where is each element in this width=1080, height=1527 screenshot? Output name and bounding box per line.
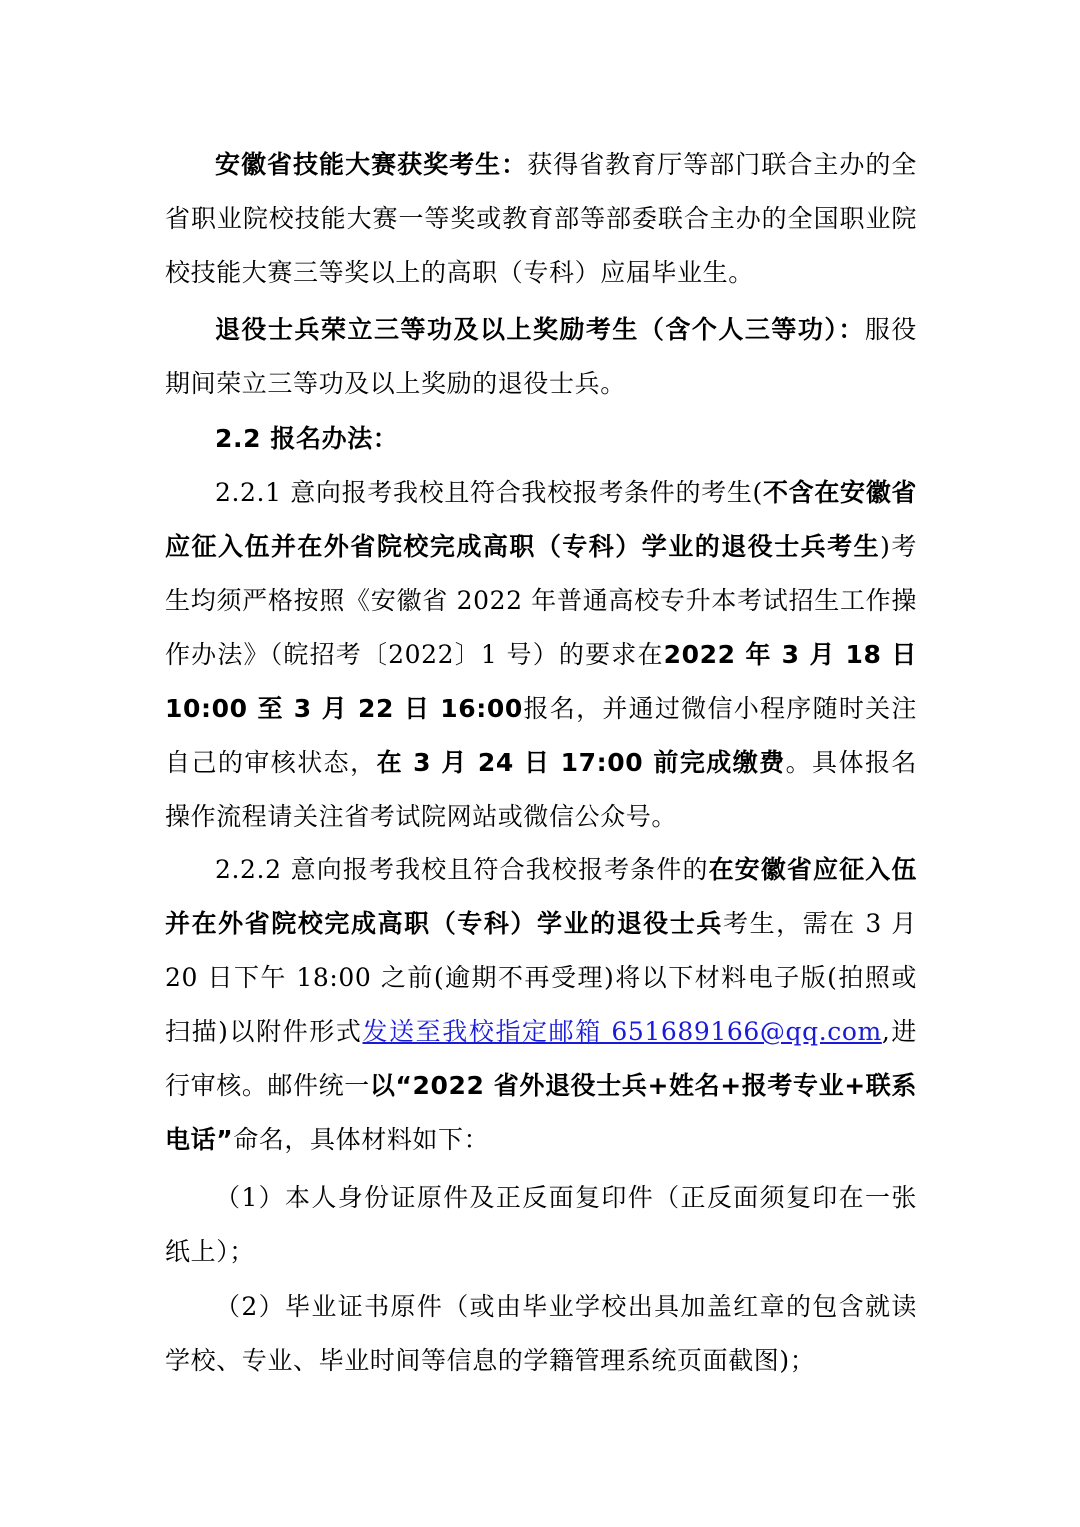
p221-text-1: 2.2.1 意向报考我校且符合我校报考条件的考生( <box>215 478 763 507</box>
p221-bold-registration-period: 2022 年 3 月 18 日 10:00 至 3 月 22 日 16:00 <box>165 640 917 723</box>
paragraph-veteran-merit <box>165 303 917 411</box>
id-card-text: （1）本人身份证原件及正反面复印件（正反面须复印在一张纸上）； <box>165 1183 917 1266</box>
paragraph-skills-contest <box>165 138 917 300</box>
p221-bold-payment-deadline: 在 3 月 24 日 17:00 前完成缴费 <box>376 748 786 777</box>
p222-text-4: 命名，具体材料如下： <box>233 1125 490 1154</box>
paragraph-2-2-2 <box>165 843 917 1167</box>
p222-bold-email-subject: 以“2022 省外退役士兵+姓名+报考专业+联系电话” <box>165 1071 917 1154</box>
diploma-text: （2）毕业证书原件（或由毕业学校出具加盖红章的包含就读学校、专业、毕业时间等信息的学籍管理系统页面截图)； <box>165 1292 917 1375</box>
veteran-merit-text: 服役期间荣立三等功及以上奖励的退役士兵。 <box>165 315 917 398</box>
p222-text-2: 考生，需在 3 月 20 日下午 18:00 之前(逾期不再受理)将以下材料电子版(拍照或扫描)以附件形式 <box>165 909 917 1046</box>
registration-heading: 2.2 报名办法： <box>215 424 399 453</box>
list-item-diploma <box>165 1280 917 1388</box>
p221-text-4: 。具体报名操作流程请关注省考试院网站或微信公众号。 <box>165 748 917 831</box>
email-link[interactable]: 发送至我校指定邮箱 651689166@qq.com <box>362 1017 882 1046</box>
p221-text-2: )考生均须严格按照《安徽省 2022 年普通高校专升本考试招生工作操作办法》（皖招考〔2022〕1 号）的要求在 <box>165 532 917 669</box>
p222-text-3: ,进行审核。邮件统一 <box>165 1017 917 1100</box>
p222-bold-veterans: 在安徽省应征入伍并在外省院校完成高职（专科）学业的退役士兵 <box>165 855 917 938</box>
section-heading-registration <box>165 412 917 466</box>
skills-contest-text: 获得省教育厅等部门联合主办的全省职业院校技能大赛一等奖或教育部等部委联合主办的全国职业院校技能大赛三等奖以上的高职（专科）应届毕业生。 <box>165 150 917 287</box>
p221-text-3: 报名，并通过微信小程序随时关注自己的审核状态， <box>165 694 917 777</box>
list-item-id-card <box>165 1171 917 1279</box>
p222-text-1: 2.2.2 意向报考我校且符合我校报考条件的 <box>215 855 709 884</box>
veteran-merit-heading: 退役士兵荣立三等功及以上奖励考生（含个人三等功）： <box>215 315 865 344</box>
skills-contest-heading: 安徽省技能大赛获奖考生： <box>215 150 528 179</box>
paragraph-2-2-1 <box>165 466 917 844</box>
p221-bold-exclusion: 不含在安徽省应征入伍并在外省院校完成高职（专科）学业的退役士兵考生 <box>165 478 918 561</box>
